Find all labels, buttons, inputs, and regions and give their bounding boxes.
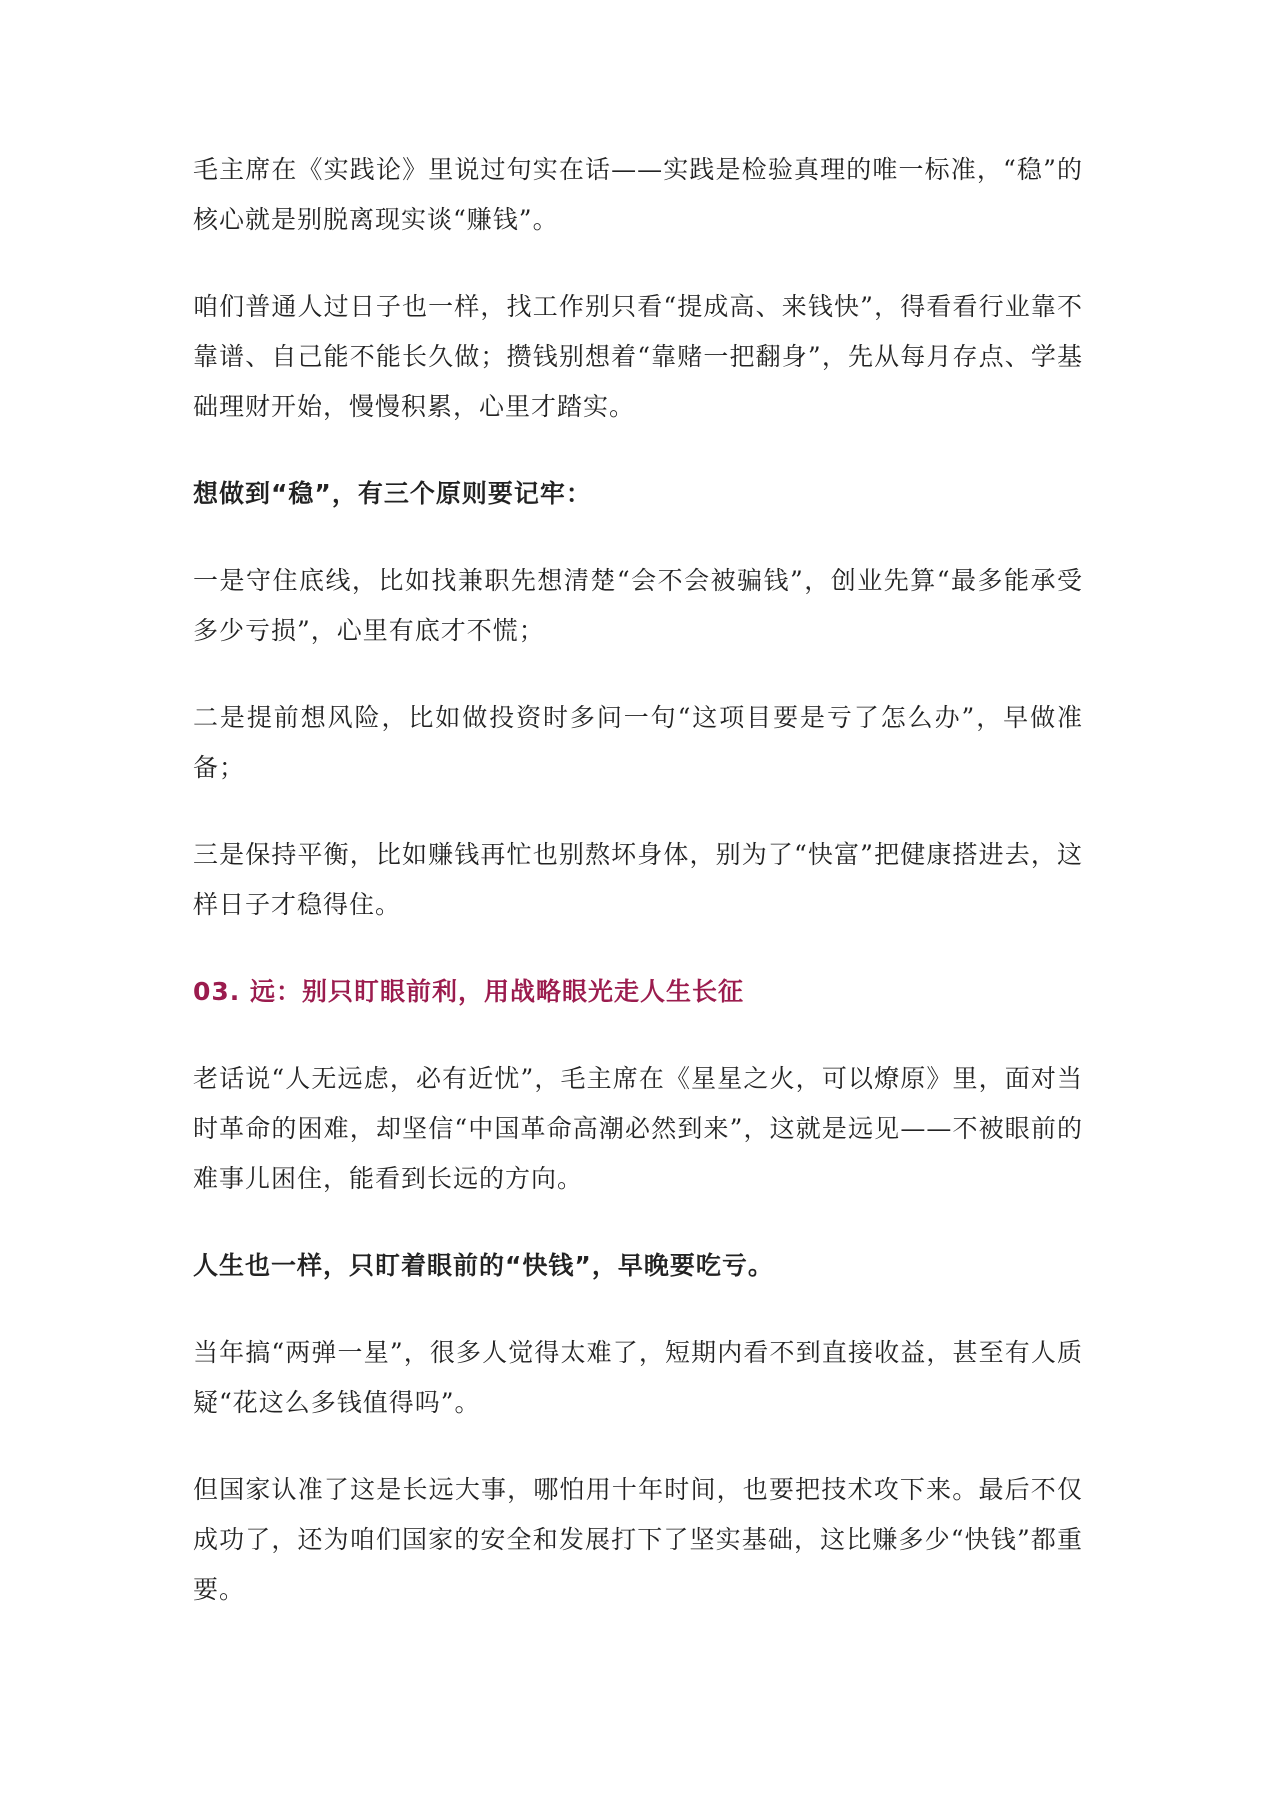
paragraph-two-bombs: 当年搞“两弹一星”，很多人觉得太难了，短期内看不到直接收益，甚至有人质疑“花这么多钱值得吗”。 — [193, 1338, 1083, 1417]
paragraph-principle-three: 三是保持平衡，比如赚钱再忙也别熬坏身体，别为了“快富”把健康搭进去，这样日子才稳得住。 — [193, 840, 1083, 919]
paragraph-practice-theory: 毛主席在《实践论》里说过句实在话——实践是检验真理的唯一标准，“稳”的核心就是别脱离现实谈“赚钱”。 — [193, 155, 1083, 234]
bold-three-principles: 想做到“稳”，有三个原则要记牢： — [193, 479, 592, 508]
section-heading-03: 03. 远：别只盯眼前利，用战略眼光走人生长征 — [193, 977, 744, 1006]
bold-quick-money: 人生也一样，只盯着眼前的“快钱”，早晚要吃亏。 — [193, 1251, 774, 1280]
article-body — [193, 145, 1083, 1652]
paragraph-foresight: 老话说“人无远虑，必有近忧”，毛主席在《星星之火，可以燎原》里，面对当时革命的困难，却坚信“中国革命高潮必然到来”，这就是远见——不被眼前的难事儿困住，能看到长远的方向。 — [193, 1064, 1083, 1193]
paragraph-long-term: 但国家认准了这是长远大事，哪怕用十年时间，也要把技术攻下来。最后不仅成功了，还为咱们国家的安全和发展打下了坚实基础，这比赚多少“快钱”都重要。 — [193, 1475, 1083, 1604]
paragraph-principle-two: 二是提前想风险，比如做投资时多问一句“这项目要是亏了怎么办”，早做准备； — [193, 703, 1083, 782]
paragraph-everyday-life: 咱们普通人过日子也一样，找工作别只看“提成高、来钱快”，得看看行业靠不靠谱、自己能不能长久做；攒钱别想着“靠赌一把翻身”，先从每月存点、学基础理财开始，慢慢积累，心里才踏实。 — [193, 292, 1083, 421]
paragraph-principle-one: 一是守住底线，比如找兼职先想清楚“会不会被骗钱”，创业先算“最多能承受多少亏损”，心里有底才不慌； — [193, 566, 1083, 645]
